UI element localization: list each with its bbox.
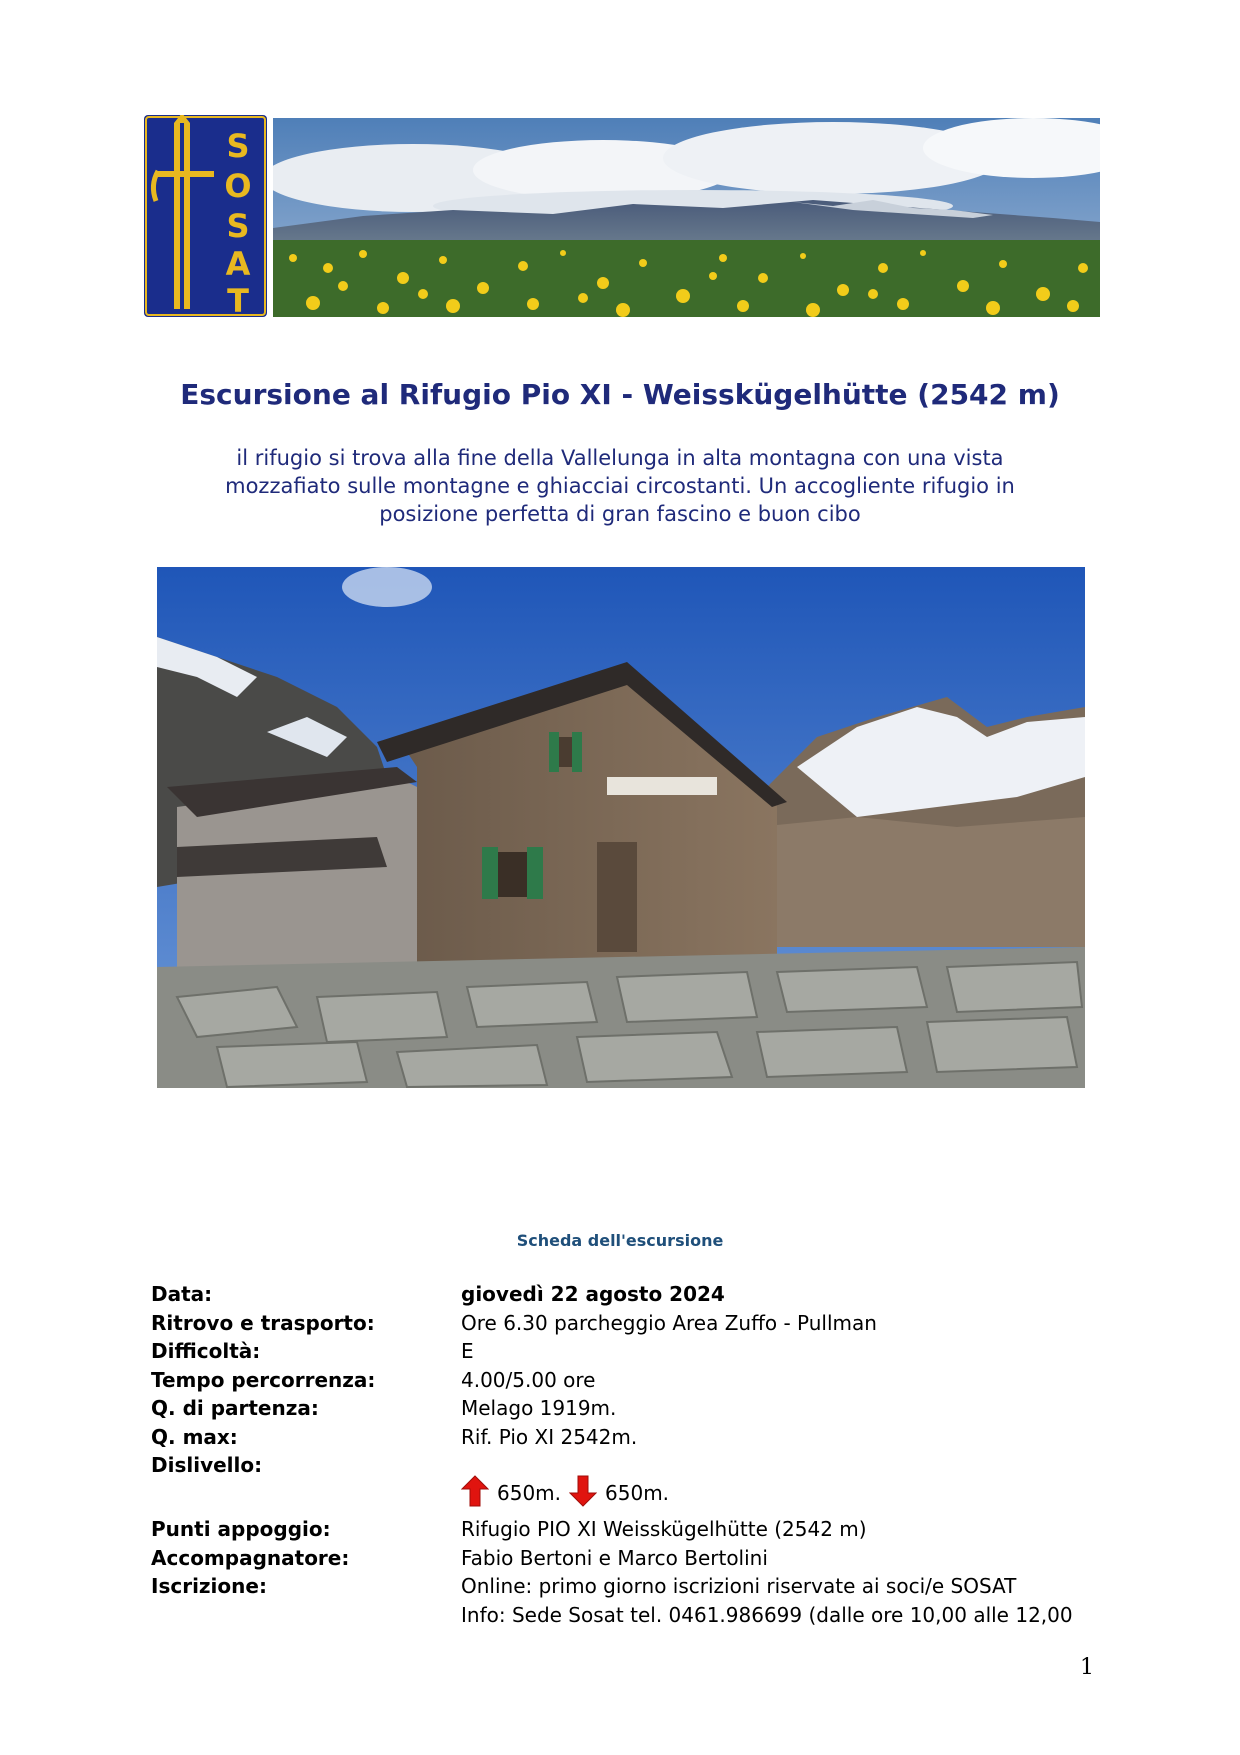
descent-value: 650m. bbox=[605, 1480, 670, 1505]
detail-label: Difficoltà: bbox=[151, 1339, 261, 1363]
meadow-landscape-image bbox=[273, 118, 1100, 317]
detail-value: Rifugio PIO XI Weisskügelhütte (2542 m) bbox=[461, 1517, 867, 1541]
detail-label: Iscrizione: bbox=[151, 1574, 267, 1598]
page-title: Escursione al Rifugio Pio XI - Weisskügelhütte (2542 m) bbox=[180, 378, 1060, 411]
excursion-details bbox=[151, 1280, 1131, 1629]
svg-text:T: T bbox=[227, 282, 249, 317]
detail-row-difficolta bbox=[151, 1337, 1131, 1366]
detail-label: Ritrovo e trasporto: bbox=[151, 1310, 375, 1335]
iscrizione-line: Info: Sede Sosat tel. 0461.986699 (dalle ore 10,00 alle 12,00 bbox=[461, 1602, 1073, 1627]
detail-row-tempo bbox=[151, 1366, 1131, 1395]
page-number: 1 bbox=[1080, 1655, 1094, 1680]
intro-paragraph bbox=[170, 444, 1070, 528]
intro-line: posizione perfetta di gran fascino e buon cibo bbox=[379, 502, 861, 526]
detail-label: Punti appoggio: bbox=[151, 1517, 331, 1541]
detail-value: Melago 1919m. bbox=[461, 1396, 617, 1420]
detail-value: giovedì 22 agosto 2024 bbox=[461, 1282, 725, 1306]
detail-row-partenza bbox=[151, 1394, 1131, 1423]
intro-line: mozzafiato sulle montagne e ghiacciai circostanti. Un accogliente rifugio in bbox=[225, 474, 1015, 498]
svg-text:O: O bbox=[224, 167, 252, 205]
intro-line: il rifugio si trova alla fine della Vallelunga in alta montagna con una vista bbox=[236, 446, 1004, 470]
detail-value bbox=[461, 1572, 1131, 1629]
detail-label: Q. max: bbox=[151, 1424, 238, 1449]
sosat-logo bbox=[144, 115, 267, 317]
detail-value: E bbox=[461, 1339, 474, 1363]
detail-label: Accompagnatore: bbox=[151, 1545, 350, 1570]
detail-row-max bbox=[151, 1423, 1131, 1452]
detail-row-appoggio bbox=[151, 1515, 1131, 1544]
svg-text:A: A bbox=[225, 245, 251, 283]
detail-value: Rif. Pio XI 2542m. bbox=[461, 1424, 638, 1449]
detail-row-data bbox=[151, 1280, 1131, 1309]
arrow-down-icon bbox=[569, 1475, 597, 1507]
detail-row-ritrovo bbox=[151, 1309, 1131, 1338]
detail-label: Data: bbox=[151, 1282, 213, 1306]
header-banner bbox=[144, 115, 1100, 317]
detail-label: Dislivello: bbox=[151, 1453, 263, 1477]
svg-text:S: S bbox=[226, 127, 250, 165]
detail-row-dislivello bbox=[151, 1451, 1131, 1507]
detail-value: Fabio Bertoni e Marco Bertolini bbox=[461, 1545, 768, 1570]
arrow-up-icon bbox=[461, 1475, 489, 1507]
detail-row-iscrizione bbox=[151, 1572, 1131, 1629]
svg-text:S: S bbox=[226, 207, 250, 245]
ascent-value: 650m. bbox=[497, 1480, 562, 1505]
rifugio-photo bbox=[157, 567, 1085, 1088]
detail-row-accompagnatore bbox=[151, 1544, 1131, 1573]
detail-label: Tempo percorrenza: bbox=[151, 1367, 376, 1392]
iscrizione-line: Online: primo giorno iscrizioni riservate ai soci/e SOSAT bbox=[461, 1574, 1017, 1598]
section-title: Scheda dell'escursione bbox=[516, 1231, 724, 1250]
detail-value: Ore 6.30 parcheggio Area Zuffo - Pullman bbox=[461, 1310, 877, 1335]
detail-value bbox=[461, 1451, 1131, 1507]
detail-label: Q. di partenza: bbox=[151, 1396, 319, 1420]
detail-value: 4.00/5.00 ore bbox=[461, 1367, 596, 1392]
